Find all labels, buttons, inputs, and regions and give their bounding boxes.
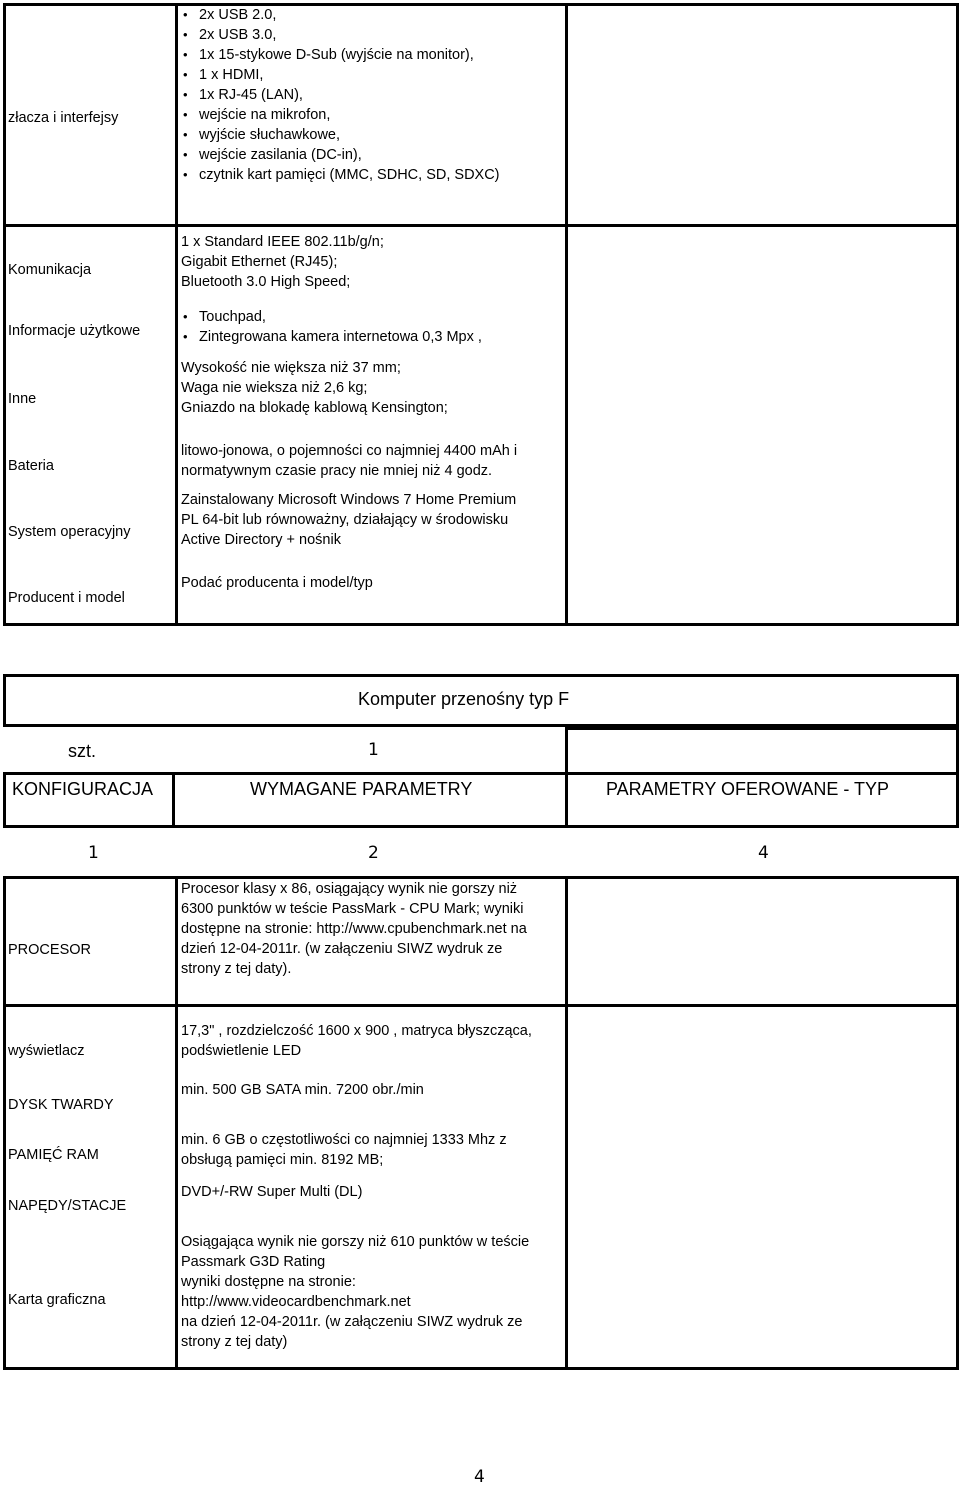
list-item: • 1x RJ-45 (LAN),: [181, 85, 500, 105]
other-value: Wysokość nie większa niż 37 mm; Waga nie wieksza niż 2,6 kg; Gniazdo na blokadę kablową Kensington;: [181, 360, 448, 416]
bottom-offered-column: [565, 876, 959, 1370]
drives-value: DVD+/-RW Super Multi (DL): [181, 1184, 363, 1200]
drives-label: NAPĘDY/STACJE: [8, 1198, 127, 1214]
disk-label: DYSK TWARDY: [8, 1097, 114, 1113]
quantity-box: [565, 727, 959, 775]
list-item: • 2x USB 3.0,: [181, 25, 500, 45]
list-item: • Touchpad,: [181, 307, 482, 327]
list-item: • 2x USB 2.0,: [181, 5, 500, 25]
user-info-label: Informacje użytkowe: [8, 323, 141, 339]
list-item: • wejście zasilania (DC-in),: [181, 145, 500, 165]
column-header-offered: PARAMETRY OFEROWANE - TYP: [606, 779, 890, 799]
list-item: • 1x 15-stykowe D-Sub (wyjście na monitor),: [181, 45, 500, 65]
display-value: 17,3" , rozdzielczość 1600 x 900 , matryca błyszcząca, podświetlenie LED: [181, 1023, 532, 1059]
producer-value: Podać producenta i model/typ: [181, 575, 373, 591]
communication-value: 1 x Standard IEEE 802.11b/g/n; Gigabit Ethernet (RJ45); Bluetooth 3.0 High Speed;: [181, 234, 384, 290]
section-title: Komputer przenośny typ F: [358, 689, 570, 709]
list-item: • wejście na mikrofon,: [181, 105, 500, 125]
list-item: • czytnik kart pamięci (MMC, SDHC, SD, SDXC): [181, 165, 500, 185]
other-label: Inne: [8, 391, 37, 407]
communication-label: Komunikacja: [8, 262, 92, 278]
list-item: • Zintegrowana kamera internetowa 0,3 Mpx ,: [181, 327, 482, 347]
os-label: System operacyjny: [8, 524, 131, 540]
quantity-value: 1: [368, 740, 379, 760]
processor-label: PROCESOR: [8, 942, 91, 958]
processor-divider: [3, 1004, 959, 1007]
column-header-config: KONFIGURACJA: [12, 779, 154, 799]
top-offered-column: [565, 3, 959, 626]
list-item: • wyjście słuchawkowe,: [181, 125, 500, 145]
graphics-label: Karta graficzna: [8, 1292, 106, 1308]
display-label: wyświetlacz: [8, 1043, 85, 1059]
disk-value: min. 500 GB SATA min. 7200 obr./min: [181, 1082, 424, 1098]
producer-label: Producent i model: [8, 590, 125, 606]
interfaces-list: [181, 5, 500, 185]
interfaces-label: złacza i interfejsy: [8, 110, 119, 126]
column-number-2: 2: [368, 843, 379, 863]
quantity-label: szt.: [68, 741, 97, 761]
column-number-1: 1: [88, 843, 99, 863]
list-item: • 1 x HDMI,: [181, 65, 500, 85]
os-value: Zainstalowany Microsoft Windows 7 Home Premium PL 64-bit lub równoważny, działający w środowisku Active Directory + nośnik: [181, 492, 517, 548]
battery-value: litowo-jonowa, o pojemności co najmniej 4400 mAh i normatywnym czasie pracy nie mniej niż 4 godz.: [181, 443, 518, 479]
ram-label: PAMIĘĆ RAM: [8, 1147, 99, 1163]
user-info-list: [181, 307, 482, 347]
column-number-4: 4: [758, 843, 769, 863]
column-header-required: WYMAGANE PARAMETRY: [250, 779, 473, 799]
page-number: 4: [474, 1467, 485, 1487]
graphics-value: Osiągająca wynik nie gorszy niż 610 punktów w teście Passmark G3D Rating wyniki dostępne na stronie: http://www.videocardbenchmark.net na dzień 12-04-2011r. (w załączeniu SIWZ wydruk ze strony z tej daty): [181, 1234, 530, 1350]
processor-value: Procesor klasy x 86, osiągający wynik nie gorszy niż 6300 punktów w teście PassMark - CPU Mark; wyniki dostępne na stronie: http://www.cpubenchmark.net na dzień 12-04-2011r. (w załączeniu SIWZ wydruk ze strony z tej daty).: [181, 881, 527, 977]
battery-label: Bateria: [8, 458, 54, 474]
ram-value: min. 6 GB o częstotliwości co najmniej 1333 Mhz z obsługą pamięci min. 8192 MB;: [181, 1132, 507, 1168]
top-interfaces-divider: [3, 224, 959, 227]
